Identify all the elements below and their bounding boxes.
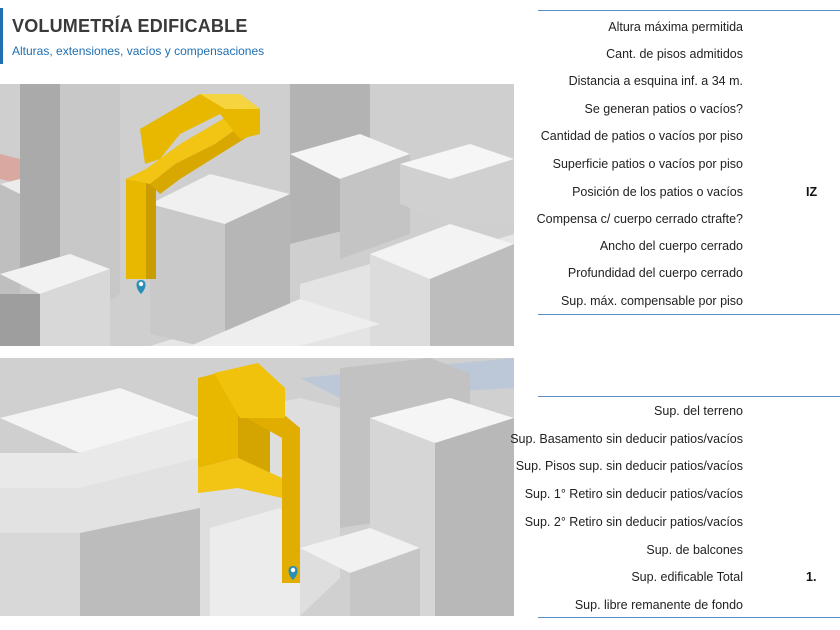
- row-label: Compensa c/ cuerpo cerrado ctrafte?: [536, 212, 743, 226]
- row-label: Superficie patios o vacíos por piso: [552, 157, 743, 171]
- table-row: [538, 42, 840, 68]
- row-label: Sup. del terreno: [654, 404, 743, 418]
- table-row: [538, 180, 840, 206]
- row-label: Se generan patios o vacíos?: [584, 102, 743, 116]
- table-row: [538, 289, 840, 315]
- row-label: Sup. Basamento sin deducir patios/vacíos: [510, 432, 743, 446]
- row-label: Sup. Pisos sup. sin deducir patios/vacíos: [515, 459, 743, 473]
- row-label: Cantidad de patios o vacíos por piso: [540, 129, 743, 143]
- row-label: Profundidad del cuerpo cerrado: [567, 266, 743, 280]
- surface-areas-table: [510, 396, 840, 618]
- row-label: Posición de los patios o vacíos: [572, 185, 743, 199]
- table-row: [538, 124, 840, 150]
- volumetry-view-top[interactable]: [0, 84, 514, 346]
- row-label: Distancia a esquina inf. a 34 m.: [568, 74, 743, 88]
- city-3d-render: [0, 358, 514, 616]
- row-label: Altura máxima permitida: [608, 20, 743, 34]
- table-row: [538, 593, 840, 619]
- city-3d-render: [0, 84, 514, 346]
- table-row: [538, 207, 840, 233]
- table-row: [510, 427, 840, 453]
- buildable-parameters-table: [538, 10, 840, 315]
- table-row: [538, 15, 840, 41]
- page-subtitle: Alturas, extensiones, vacíos y compensaciones: [12, 44, 265, 58]
- table-row: [538, 538, 840, 564]
- table-row: [538, 399, 840, 425]
- table-row: [538, 152, 840, 178]
- row-value: 1.: [806, 570, 817, 584]
- table-row: [538, 261, 840, 287]
- row-label: Sup. máx. compensable por piso: [560, 294, 743, 308]
- row-label: Sup. edificable Total: [631, 570, 743, 584]
- table-row: [538, 69, 840, 95]
- table-row: [538, 565, 840, 591]
- row-label: Ancho del cuerpo cerrado: [599, 239, 743, 253]
- table-row: [524, 510, 840, 536]
- header-accent-bar: [0, 8, 3, 64]
- row-value: IZ: [806, 185, 818, 199]
- page-header: [0, 0, 520, 72]
- row-label: Sup. 2° Retiro sin deducir patios/vacíos: [524, 515, 743, 529]
- row-label: Sup. 1° Retiro sin deducir patios/vacíos: [524, 487, 743, 501]
- table-row: [538, 234, 840, 260]
- row-label: Sup. libre remanente de fondo: [574, 598, 743, 612]
- page-title: VOLUMETRÍA EDIFICABLE: [12, 16, 248, 36]
- row-label: Sup. de balcones: [646, 543, 743, 557]
- volumetry-view-bottom[interactable]: [0, 358, 514, 616]
- table-row: [524, 482, 840, 508]
- table-row: [538, 97, 840, 123]
- row-label: Cant. de pisos admitidos: [606, 47, 743, 61]
- table-row: [515, 454, 840, 480]
